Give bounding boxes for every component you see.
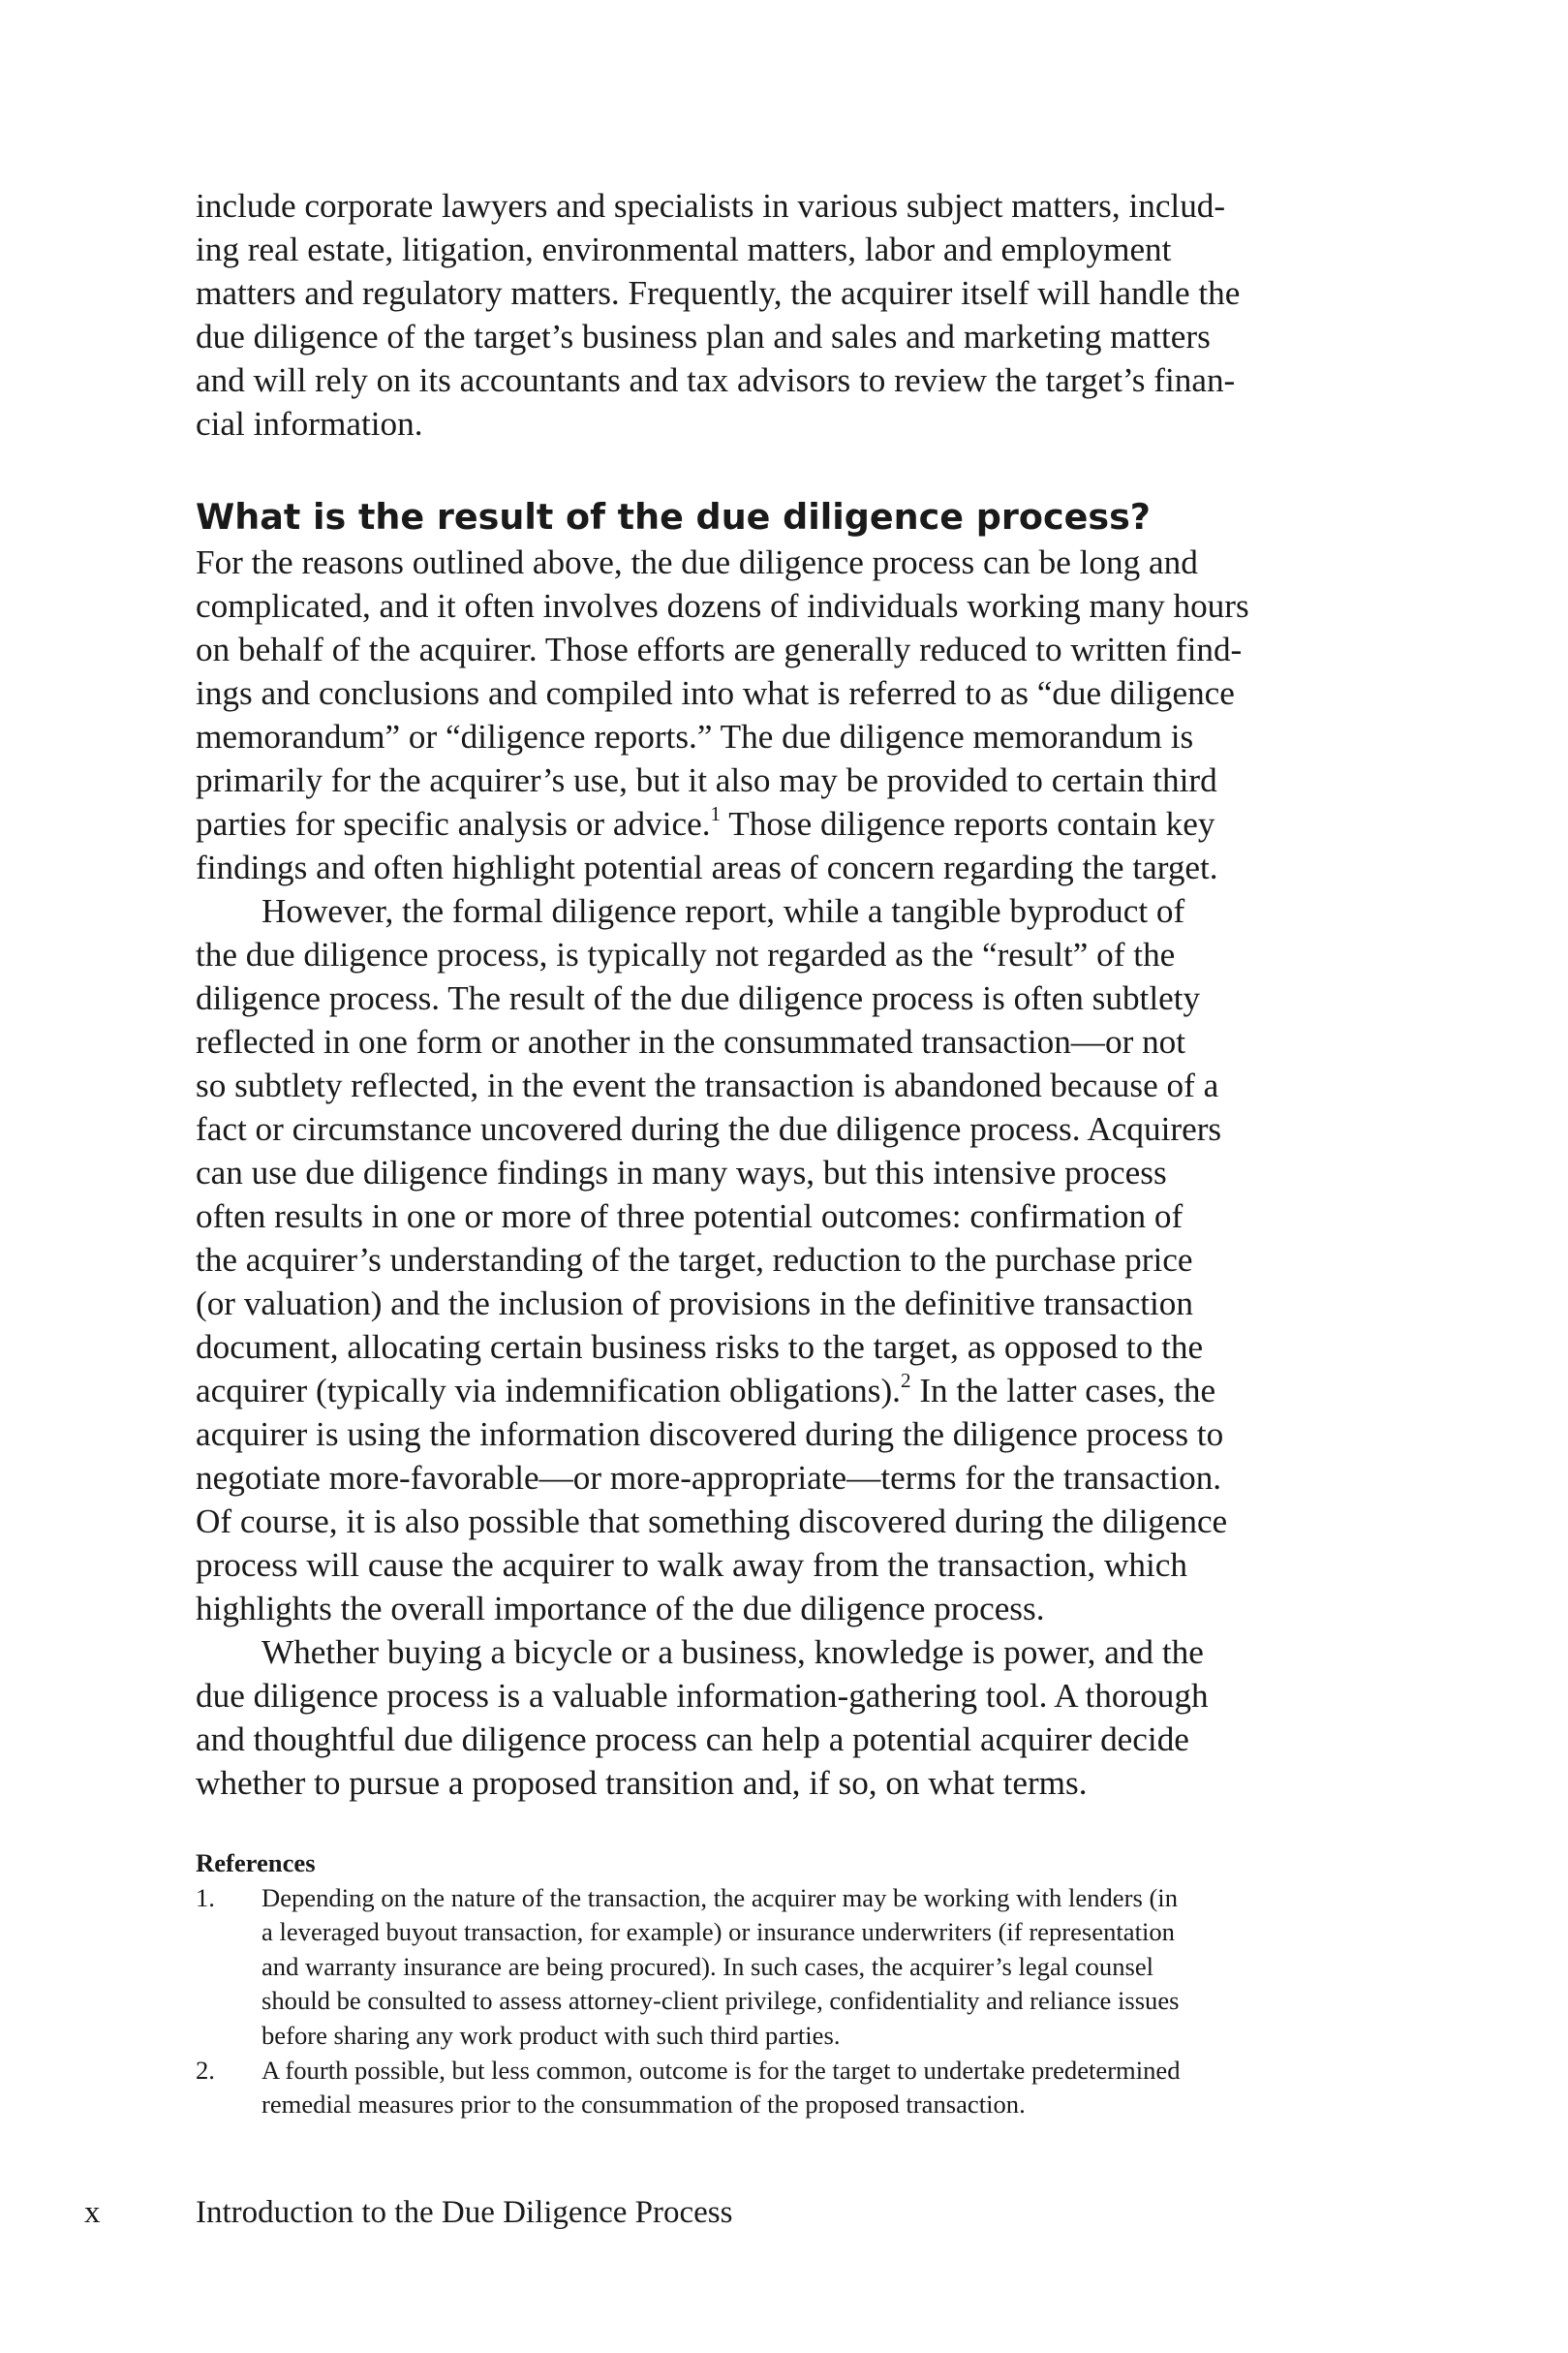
- text-fragment: In the latter cases, the: [910, 1372, 1216, 1409]
- footnote-marker-1[interactable]: 1: [710, 801, 722, 825]
- text-line: memorandum” or “diligence reports.” The due diligence memorandum is: [196, 718, 1194, 756]
- footnote-marker-2[interactable]: 2: [900, 1368, 911, 1392]
- running-title: Introduction to the Due Diligence Process: [196, 2195, 733, 2230]
- references-section: [196, 1846, 1319, 2122]
- reference-number: 1.: [196, 1882, 215, 1912]
- text-line: matters and regulatory matters. Frequently, the acquirer itself will handle the: [196, 274, 1241, 312]
- text-line: reflected in one form or another in the consummated transaction—or not: [196, 1023, 1186, 1061]
- text-line: the acquirer’s understanding of the target, reduction to the purchase price: [196, 1241, 1193, 1279]
- text-line: and will rely on its accountants and tax advisors to review the target’s finan-: [196, 361, 1236, 399]
- reference-line: should be consulted to assess attorney-client privilege, confidentiality and reliance issues: [261, 1986, 1180, 2016]
- body-text: [196, 184, 1317, 1805]
- text-line: acquirer is using the information discovered during the diligence process to: [196, 1415, 1224, 1453]
- text-line: due diligence process is a valuable information-gathering tool. A thorough: [196, 1677, 1209, 1715]
- reference-line: a leveraged buyout transaction, for example) or insurance underwriters (if representation: [261, 1917, 1175, 1947]
- text-fragment: Those diligence reports contain key: [721, 805, 1215, 843]
- paragraph-2: [196, 889, 1317, 1630]
- text-line: primarily for the acquirer’s use, but it also may be provided to certain third: [196, 761, 1217, 799]
- text-line: process will cause the acquirer to walk away from the transaction, which: [196, 1546, 1187, 1584]
- text-line: (or valuation) and the inclusion of provisions in the definitive transaction: [196, 1285, 1193, 1322]
- paragraph-1: [196, 541, 1317, 889]
- references-title: References: [196, 1848, 316, 1877]
- text-line: [196, 802, 1317, 846]
- reference-line: before sharing any work product with such third parties.: [261, 2020, 841, 2050]
- text-line: include corporate lawyers and specialists in various subject matters, includ-: [196, 187, 1226, 225]
- text-line: ings and conclusions and compiled into what is referred to as “due diligence: [196, 674, 1235, 712]
- reference-line: A fourth possible, but less common, outcome is for the target to undertake predetermined: [261, 2055, 1181, 2085]
- reference-line: Depending on the nature of the transaction, the acquirer may be working with lenders (in: [261, 1882, 1178, 1912]
- reference-number: 2.: [196, 2055, 215, 2085]
- text-line: document, allocating certain business risks to the target, as opposed to the: [196, 1328, 1204, 1366]
- text-line: Whether buying a bicycle or a business, knowledge is power, and the: [261, 1633, 1204, 1671]
- text-line: cial information.: [196, 405, 423, 443]
- text-line: due diligence of the target’s business plan and sales and marketing matters: [196, 318, 1211, 356]
- text-line: highlights the overall importance of the due diligence process.: [196, 1590, 1045, 1627]
- text-line: the due diligence process, is typically not regarded as the “result” of the: [196, 936, 1176, 974]
- text-line: complicated, and it often involves dozens of individuals working many hours: [196, 587, 1249, 625]
- text-line: on behalf of the acquirer. Those efforts are generally reduced to written find-: [196, 631, 1243, 668]
- text-fragment: parties for specific analysis or advice.: [196, 805, 711, 843]
- text-line: can use due diligence findings in many ways, but this intensive process: [196, 1154, 1167, 1192]
- text-line: ing real estate, litigation, environmental matters, labor and employment: [196, 231, 1172, 268]
- intro-paragraph: [196, 184, 1317, 446]
- section-heading: What is the result of the due diligence process?: [196, 496, 1151, 538]
- text-line: often results in one or more of three potential outcomes: confirmation of: [196, 1197, 1184, 1235]
- text-line: fact or circumstance uncovered during the due diligence process. Acquirers: [196, 1110, 1222, 1148]
- page-number: x: [84, 2195, 101, 2230]
- text-line: For the reasons outlined above, the due diligence process can be long and: [196, 543, 1198, 581]
- reference-line: and warranty insurance are being procured). In such cases, the acquirer’s legal counsel: [261, 1951, 1154, 1981]
- text-line: so subtlety reflected, in the event the transaction is abandoned because of a: [196, 1067, 1219, 1104]
- reference-line: remedial measures prior to the consummation of the proposed transaction.: [261, 2090, 1026, 2120]
- reference-item-2: [196, 2054, 1319, 2122]
- text-line: negotiate more-favorable—or more-appropriate—terms for the transaction.: [196, 1459, 1222, 1497]
- text-fragment: acquirer (typically via indemnification obligations).: [196, 1372, 901, 1409]
- text-line: whether to pursue a proposed transition and, if so, on what terms.: [196, 1764, 1088, 1802]
- reference-item-1: [196, 1881, 1319, 2054]
- text-line: and thoughtful due diligence process can help a potential acquirer decide: [196, 1720, 1189, 1758]
- text-line: Of course, it is also possible that something discovered during the diligence: [196, 1502, 1228, 1540]
- text-line: [196, 1369, 1317, 1412]
- text-line: findings and often highlight potential areas of concern regarding the target.: [196, 849, 1218, 886]
- text-line: However, the formal diligence report, while a tangible byproduct of: [261, 892, 1185, 930]
- text-line: diligence process. The result of the due diligence process is often subtlety: [196, 979, 1201, 1017]
- paragraph-3: [196, 1630, 1317, 1805]
